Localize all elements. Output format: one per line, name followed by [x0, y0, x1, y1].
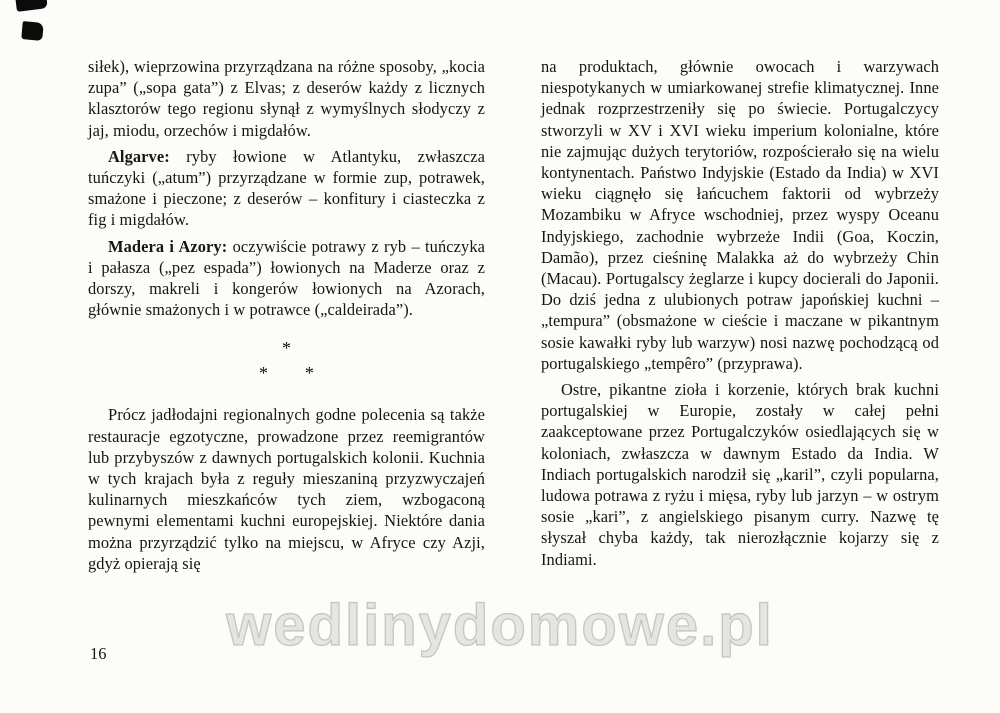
watermark-text: wedlinydomowe.pl [226, 593, 774, 658]
separator-asterisk-top: * [281, 338, 292, 359]
paragraph [541, 379, 939, 570]
paragraph [541, 56, 939, 374]
paragraph-lead: Madera i Azory: [108, 236, 228, 256]
paragraph [88, 404, 485, 574]
paragraph-text: na produktach, głównie owocach i warzywach niespotykanych w umiarkowanej strefie klimatycznej. Inne jednak rozprzestrzeniły się po świecie. Portugalczycy stworzyli w XV i XVI wieku imperium kolonialne, które nie zajmując dużych terytoriów, rozpościerało się na wielu kontynentach. Państwo Indyjskie (Estado da India) w XVI wieku ciągnęło się łańcuchem faktorii od wybrzeży Mozambiku w Afryce wschodniej, przez wyspy Oceanu Indyjskiego, zachodnie wybrzeże Indii (Goa, Koczin, Damão), przez cieśninę Malakka aż do wybrzeży Chin (Macau). Portugalscy żeglarze i kupcy docierali do Japonii. Do dziś jedna z ulubionych potraw japońskiej kuchni – „tempura” (obsmażone w cieście i maczane w pikantnym sosie kawałki ryby lub warzyw) nosi nazwę pochodzącą od portugalskiego „tempêro” (przyprawa). [541, 57, 939, 373]
section-separator [88, 336, 485, 386]
paragraph [88, 146, 485, 231]
paragraph-text: siłek), wieprzowina przyrządzana na różne sposoby, „kocia zupa” („sopa gata”) z Elvas; z deserów każdy z licznych klasztorów tego regionu słynął z wymyślnych słodyczy z jaj, miodu, orzechów i migdałów. [88, 57, 485, 140]
paragraph [88, 56, 485, 141]
page-number: 16 [90, 644, 107, 663]
scan-artifact-mark [15, 0, 48, 12]
scan-artifact-mark [21, 21, 43, 41]
paragraph-text: oczywiście potrawy z ryb – tuńczyka i pałasza („pez espada”) łowionych na Maderze oraz z dorszy, makreli i kongerów łowionych na Azorach, głównie smażonych i w potrawce („caldeirada”). [88, 236, 485, 320]
paragraph-text: Ostre, pikantne zioła i korzenie, których brak kuchni portugalskiej w Europie, zostały w całej pełni zaakceptowane przez Portugalczyków osiedlających się w koloniach, zwłaszcza w dawnym Estado da India. W Indiach portugalskich narodził się „karil”, czyli popularna, ludowa potrawa z ryżu i mięsa, ryby lub jarzyn – w ostrym sosie „kari”, z angielskiego pisanym curry. Nazwę tę słyszał chyba każdy, tak nierozłącznie kojarzy się z Indiami. [541, 380, 939, 569]
paragraph-lead: Algarve: [108, 146, 170, 166]
paragraph [88, 236, 485, 321]
right-column [541, 56, 939, 570]
left-column [88, 56, 485, 574]
separator-asterisk-bottom: * * [259, 363, 314, 384]
paragraph-text: ryby łowione w Atlantyku, zwłaszcza tuńczyki („atum”) przyrządzane w formie zup, potrawek, smażone i pieczone; z deserów – konfitury i ciasteczka z fig i migdałów. [88, 146, 485, 230]
paragraph-text: Prócz jadłodajni regionalnych godne polecenia są także restauracje egzotyczne, prowadzone przez reemigrantów lub przybyszów z dawnych portugalskich kolonii. Kuchnia w tych krajach była z reguły mieszaniną przyzwyczajeń kulinarnych mieszkańców tych ziem, wzbogaconą pewnymi elementami kuchni europejskiej. Niektóre dania można przyrządzić tylko na miejscu, w Afryce czy Azji, gdyż opierają się [88, 405, 485, 573]
